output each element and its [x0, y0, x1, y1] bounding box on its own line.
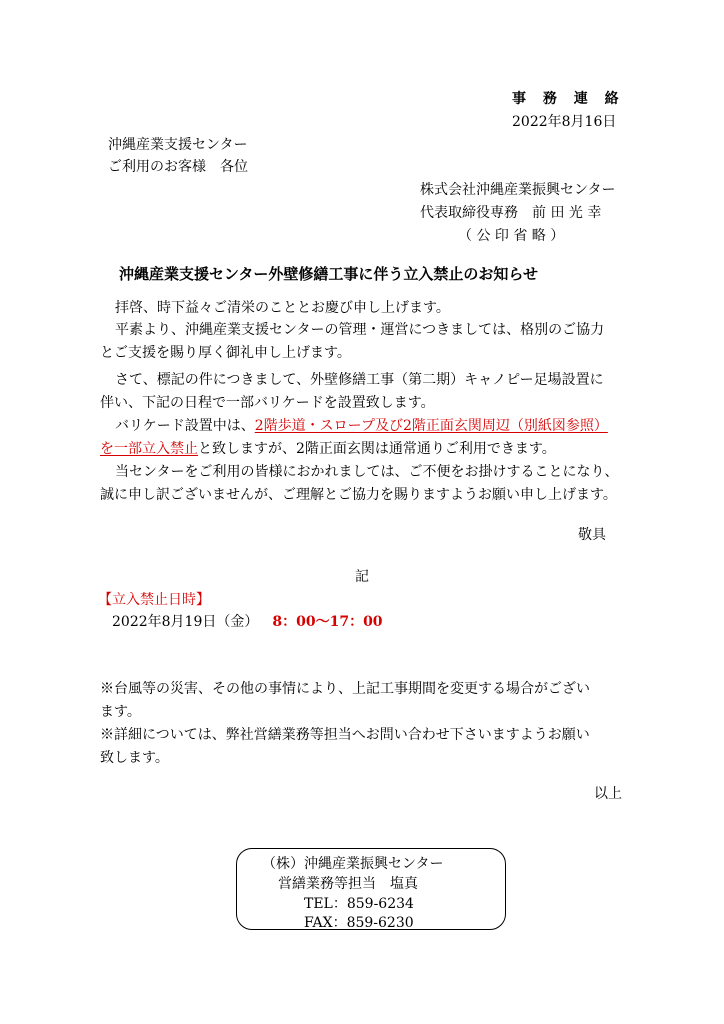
body-paragraph-1	[100, 300, 450, 316]
sender-representative: 代表取締役専務 前 田 光 幸	[420, 205, 602, 221]
ki-heading: 記	[355, 569, 369, 585]
body-paragraph-3-line-1	[100, 372, 604, 388]
body-paragraph-5-line-1	[100, 464, 618, 480]
contact-fax: FAX：859‐6230	[304, 915, 414, 931]
restriction-date: 2022年8月19日（金）	[112, 614, 259, 630]
note-2-line-1: ※詳細については、弊社営繕業務等担当へお問い合わせ下さいますようお願い	[100, 727, 590, 743]
restricted-entry-highlight: を一部立入禁止	[100, 441, 198, 457]
body-p4-suffix: と致しますが、2階正面玄関は通常通りご利用できます。	[198, 441, 556, 457]
note-1-line-2: ます。	[100, 704, 141, 720]
body-paragraph-3-line-2: 伴い、下記の日程で一部バリケードを設置致します。	[100, 395, 435, 411]
page-title: 沖縄産業支援センター外壁修繕工事に伴う立入禁止のお知らせ	[119, 265, 538, 283]
document-type: 事 務 連 絡	[512, 91, 625, 107]
restriction-time: 8：00～17：00	[272, 614, 383, 630]
body-paragraph-5-line-2: 誠に申し訳ございませんが、ご理解とご協力を賜りますようお願い申し上げます。	[100, 487, 617, 503]
restriction-datetime	[112, 614, 383, 630]
body-p5-line1-text: 当センターをご利用の皆様におかれましては、ご不便をお掛けすることになり、	[115, 464, 619, 480]
contact-company: （株）沖縄産業振興センター	[262, 856, 444, 872]
body-p1-text: 拝啓、時下益々ご清栄のこととお慶び申し上げます。	[115, 300, 450, 316]
body-paragraph-2-line-1	[100, 322, 604, 338]
body-p3-line1-text: さて、標記の件につきまして、外壁修繕工事（第二期）キャノピー足場設置に	[115, 372, 604, 388]
sender-company: 株式会社沖縄産業振興センター	[420, 182, 616, 198]
body-p2-line1-text: 平素より、沖縄産業支援センターの管理・運営につきましては、格別のご協力	[115, 322, 605, 338]
recipient-line-2: ご利用のお客様 各位	[108, 159, 248, 175]
body-paragraph-2-line-2: とご支援を賜り厚く御礼申し上げます。	[100, 345, 351, 361]
body-paragraph-4-line-1	[100, 418, 608, 434]
note-2-line-2: 致します。	[100, 750, 169, 766]
note-1-line-1: ※台風等の災害、その他の事情により、上記工事期間を変更する場合がござい	[100, 681, 590, 697]
document-date: 2022年8月16日	[512, 114, 617, 130]
restricted-area-highlight: 2階歩道・スロープ及び2階正面玄関周辺（別紙図参照）	[254, 418, 608, 434]
end-word: 以上	[594, 786, 622, 802]
closing-word: 敬具	[578, 527, 606, 543]
sender-seal-note: （ 公 印 省 略 ）	[458, 228, 565, 244]
body-paragraph-4-line-2	[100, 441, 556, 457]
contact-tel: TEL：859‐6234	[304, 896, 414, 912]
contact-department: 営繕業務等担当 塩真	[278, 876, 418, 892]
body-p4-prefix: バリケード設置中は、	[115, 418, 255, 434]
section-label: 【立入禁止日時】	[98, 592, 210, 608]
recipient-line-1: 沖縄産業支援センター	[108, 137, 248, 153]
